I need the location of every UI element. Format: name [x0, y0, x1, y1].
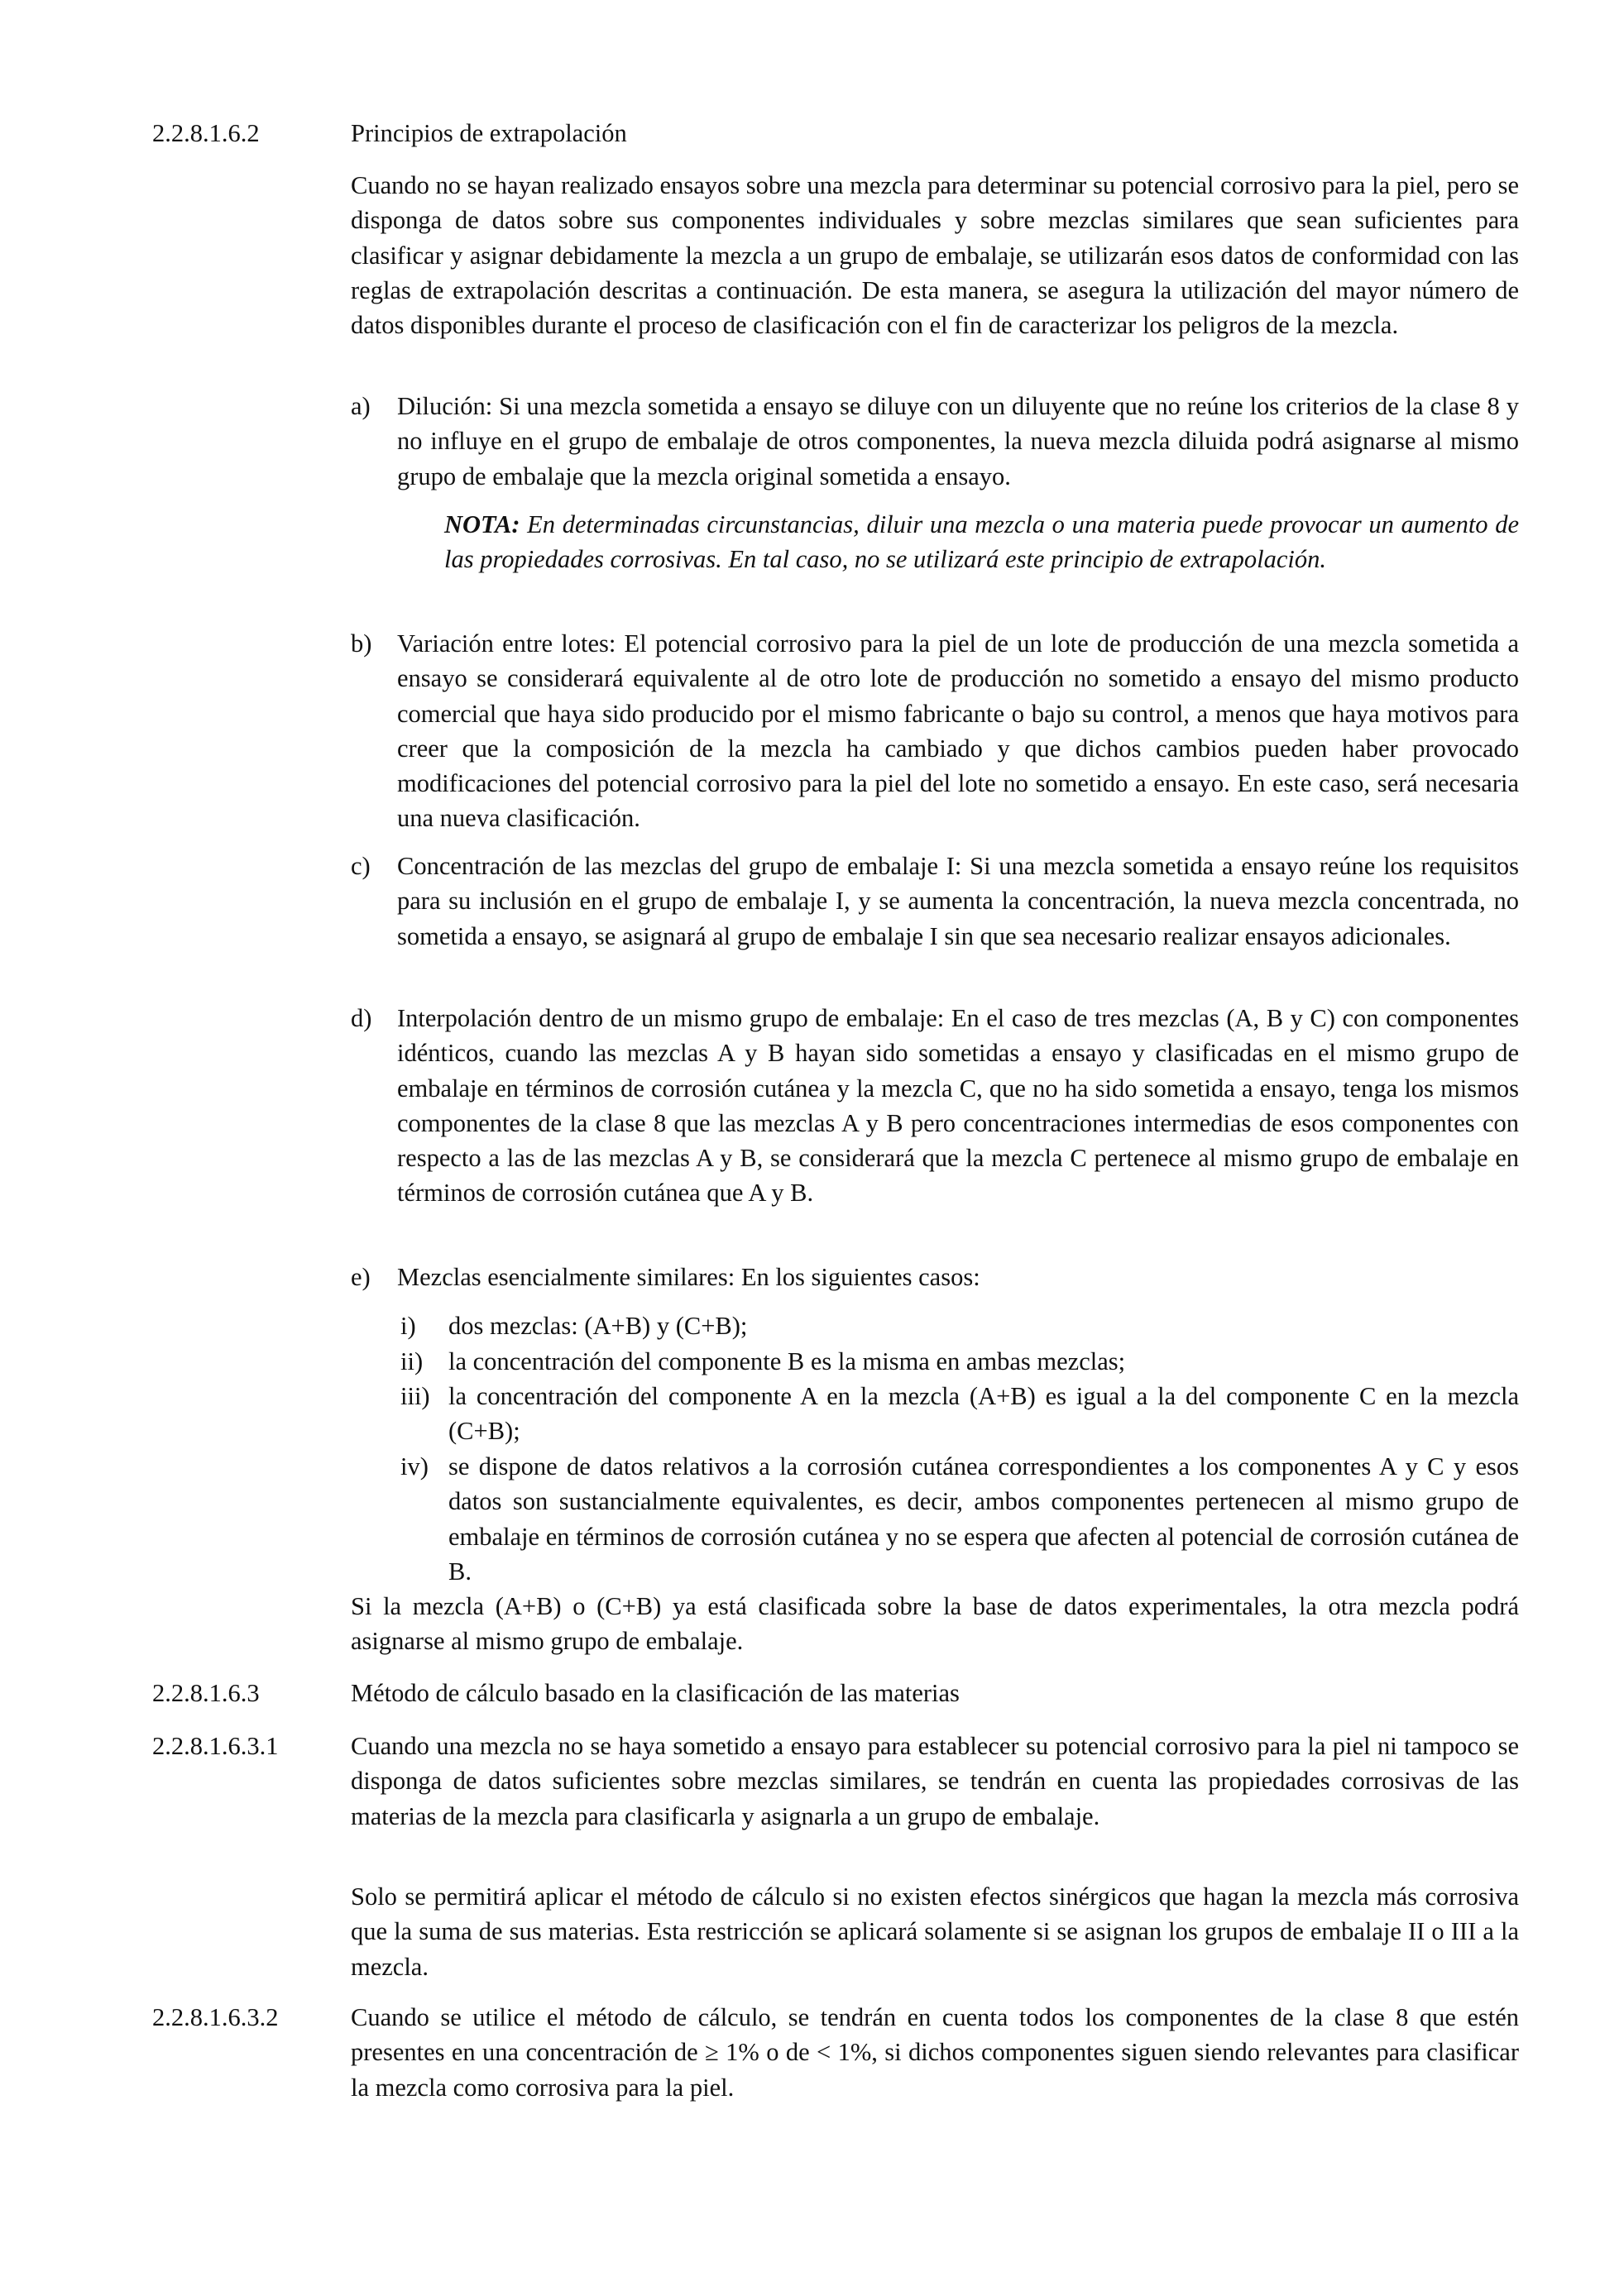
- section-title: Método de cálculo basado en la clasificación de las materias: [351, 1679, 960, 1707]
- list-item-text: Mezclas esencialmente similares: En los siguientes casos:: [397, 1263, 980, 1291]
- section-number: 2.2.8.1.6.2: [152, 119, 260, 147]
- list-item-a: [351, 389, 1519, 494]
- list-item-label: c): [351, 852, 371, 880]
- intro-paragraph: Cuando no se hayan realizado ensayos sobre una mezcla para determinar su potencial corrosivo para la piel, pero se disponga de datos sobre sus componentes individuales y sobre mezclas similares que sean suficientes para clasificar y asignar debidamente la mezcla a un grupo de embalaje, se utilizarán esos datos de conformidad con las reglas de extrapolación descritas a continuación. De esta manera, se asegura la utilización del mayor número de datos disponibles durante el proceso de clasificación con el fin de caracterizar los peligros de la mezcla.: [351, 171, 1519, 340]
- sub-item-text: la concentración del componente B es la misma en ambas mezclas;: [448, 1347, 1126, 1375]
- paragraph-2-2-8-1-6-3-1-a: Cuando una mezcla no se haya sometido a ensayo para establecer su potencial corrosivo para la piel ni tampoco se disponga de datos suficientes sobre mezclas similares, se tendrán en cuenta las propiedades corrosivas de las materias de la mezcla para clasificarla y asignarla a un grupo de embalaje.: [351, 1732, 1519, 1830]
- list-item-label: e): [351, 1263, 371, 1291]
- note-block: [444, 507, 1519, 577]
- sub-item-i: [400, 1308, 1519, 1343]
- paragraph-2-2-8-1-6-3-1-b: Solo se permitirá aplicar el método de cálculo si no existen efectos sinérgicos que hagan la mezcla más corrosiva que la suma de sus materias. Esta restricción se aplicará solamente si se asignan los grupos de embalaje II o III a la mezcla.: [351, 1882, 1519, 1981]
- sub-item-iii: [400, 1379, 1519, 1449]
- list-item-text: Concentración de las mezclas del grupo de embalaje I: Si una mezcla sometida a ensayo reúne los requisitos para su inclusión en el grupo de embalaje I, y se aumenta la concentración, la nueva mezcla concentrada, no sometida a ensayo, se asignará al grupo de embalaje I sin que sea necesario realizar ensayos adicionales.: [397, 852, 1519, 950]
- section-number-2-2-8-1-6-3-2: 2.2.8.1.6.3.2: [152, 2003, 279, 2031]
- sub-item-label: ii): [400, 1347, 424, 1375]
- list-item-label: d): [351, 1004, 372, 1032]
- sub-item-text: dos mezclas: (A+B) y (C+B);: [448, 1312, 748, 1340]
- section-title: Principios de extrapolación: [351, 119, 627, 147]
- list-item-b: [351, 626, 1519, 836]
- sub-item-ii: [400, 1344, 1519, 1379]
- sub-item-text: la concentración del componente A en la mezcla (A+B) es igual a la del componente C en la mezcla (C+B);: [448, 1382, 1519, 1446]
- list-item-text: Interpolación dentro de un mismo grupo de embalaje: En el caso de tres mezclas (A, B y C) con componentes idénticos, cuando las mezclas A y B hayan sido sometidas a ensayo y clasificadas en el mismo grupo de embalaje en términos de corrosión cutánea y la mezcla C, que no ha sido sometida a ensayo, tenga los mismos componentes de la clase 8 que las mezclas A y B pero concentraciones intermedias de esos componentes con respecto a las de las mezclas A y B, se considerará que la mezcla C pertenece al mismo grupo de embalaje en términos de corrosión cutánea que A y B.: [397, 1004, 1519, 1208]
- list-item-c: [351, 849, 1519, 954]
- list-item-e: [351, 1260, 1519, 1294]
- note-label: NOTA:: [444, 510, 520, 538]
- sub-item-iv: [400, 1449, 1519, 1589]
- sub-item-text: se dispone de datos relativos a la corrosión cutánea correspondientes a los componentes A y C y esos datos son sustancialmente equivalentes, es decir, ambos componentes pertenecen al mismo grupo de embalaje en términos de corrosión cutánea y no se espera que afecten al potencial de corrosión cutánea de B.: [448, 1452, 1519, 1586]
- section-number: 2.2.8.1.6.3: [152, 1679, 260, 1707]
- closing-paragraph: Si la mezcla (A+B) o (C+B) ya está clasificada sobre la base de datos experimentales, la otra mezcla podrá asignarse al mismo grupo de embalaje.: [351, 1592, 1519, 1656]
- sub-item-label: i): [400, 1312, 416, 1340]
- list-item-text: Variación entre lotes: El potencial corrosivo para la piel de un lote de producción de una mezcla sometida a ensayo se considerará equivalente al de otro lote de producción no sometido a ensayo del mismo producto comercial que haya sido producido por el mismo fabricante o bajo su control, a menos que haya motivos para creer que la composición de la mezcla ha cambiado y que dichos cambios pueden haber provocado modificaciones del potencial corrosivo para la piel del lote no sometido a ensayo. En este caso, será necesaria una nueva clasificación.: [397, 629, 1519, 833]
- sub-item-label: iv): [400, 1452, 429, 1480]
- list-item-label: a): [351, 392, 371, 420]
- note-text: En determinadas circunstancias, diluir una mezcla o una materia puede provocar un aumento de las propiedades corrosivas. En tal caso, no se utilizará este principio de extrapolación.: [444, 510, 1519, 574]
- paragraph-2-2-8-1-6-3-2: Cuando se utilice el método de cálculo, se tendrán en cuenta todos los componentes de la clase 8 que estén presentes en una concentración de ≥ 1% o de < 1%, si dichos componentes siguen siendo relevantes para clasificar la mezcla como corrosiva para la piel.: [351, 2003, 1519, 2102]
- list-item-label: b): [351, 629, 372, 658]
- list-item-d: [351, 1001, 1519, 1211]
- list-item-text: Dilución: Si una mezcla sometida a ensayo se diluye con un diluyente que no reúne los criterios de la clase 8 y no influye en el grupo de embalaje de otros componentes, la nueva mezcla diluida podrá asignarse al mismo grupo de embalaje que la mezcla original sometida a ensayo.: [397, 392, 1519, 490]
- section-number-2-2-8-1-6-3-1: 2.2.8.1.6.3.1: [152, 1732, 279, 1760]
- sub-item-label: iii): [400, 1382, 430, 1410]
